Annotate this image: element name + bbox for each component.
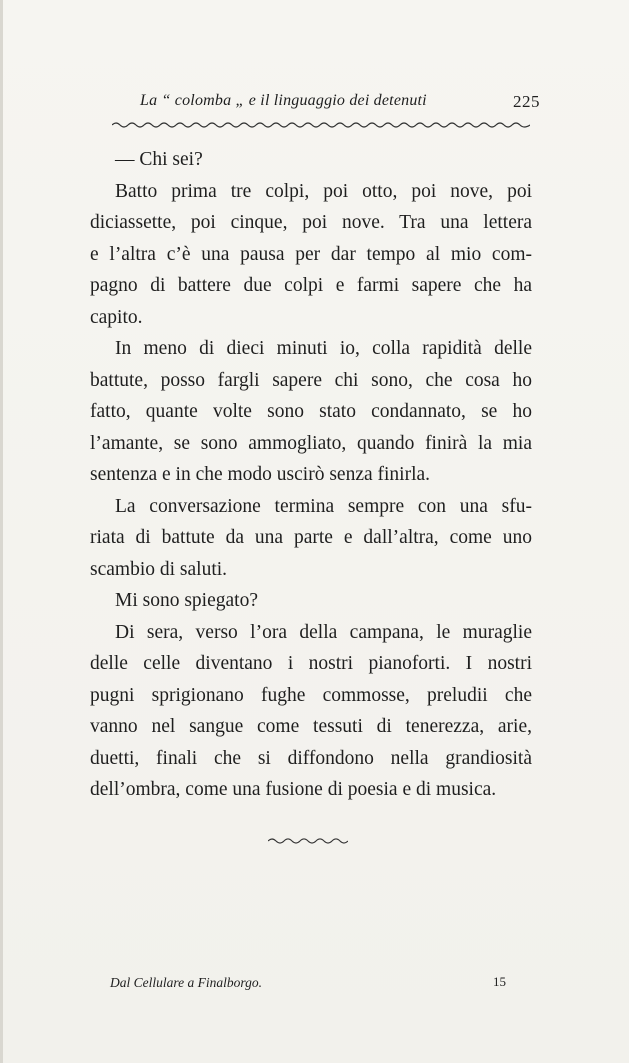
text-line: Di sera, verso l’ora della campana, le muraglie bbox=[115, 621, 532, 643]
text-line: battute, posso fargli sapere chi sono, che cosa ho bbox=[90, 369, 532, 391]
signature-mark: 15 bbox=[493, 974, 506, 989]
text-line: pagno di battere due colpi e farmi sapere che ha bbox=[90, 275, 532, 296]
text-line: scambio di saluti. bbox=[90, 558, 228, 580]
text-line: diciassette, poi cinque, poi nove. Tra una lettera bbox=[90, 212, 532, 233]
text-line: duetti, finali che si diffondono nella grandiosità bbox=[90, 747, 532, 769]
end-ornament bbox=[268, 836, 348, 846]
text-line: In meno di dieci minuti io, colla rapidità delle bbox=[115, 338, 532, 359]
text-line: La conversazione termina sempre con una sfu- bbox=[115, 495, 532, 517]
text-line: e l’altra c’è una pausa per dar tempo al mio com- bbox=[90, 243, 532, 265]
text-line: vanno nel sangue come tessuti di tenerezza, arie, bbox=[90, 716, 532, 737]
text-line: l’amante, se sono ammogliato, quando finirà la mia bbox=[90, 432, 532, 454]
text-line: dell’ombra, come una fusione di poesia e di musica. bbox=[90, 779, 497, 800]
text-line: delle celle diventano i nostri pianoforti. I nostri bbox=[90, 653, 532, 674]
page-left-edge bbox=[0, 0, 3, 1063]
book-title-footer: Dal Cellulare a Finalborgo. bbox=[110, 975, 262, 990]
header-wavy-rule bbox=[112, 120, 530, 130]
text-line: Mi sono spiegato? bbox=[115, 590, 258, 611]
text-line: capito. bbox=[90, 306, 143, 328]
body-text bbox=[90, 144, 532, 806]
text-line: riata di battute da una parte e dall’altra, come uno bbox=[90, 527, 532, 548]
page-number: 225 bbox=[513, 92, 540, 111]
running-title: La “ colomba „ e il linguaggio dei detenuti bbox=[140, 92, 427, 109]
text-line: Batto prima tre colpi, poi otto, poi nove, poi bbox=[115, 180, 532, 202]
text-line: fatto, quante volte sono stato condannato, se ho bbox=[90, 401, 532, 422]
text-line: pugni sprigionano fughe commosse, preludii che bbox=[90, 684, 532, 706]
page-header bbox=[140, 92, 540, 116]
text-line: sentenza e in che modo uscirò senza finirla. bbox=[90, 464, 431, 485]
text-line: — Chi sei? bbox=[115, 149, 203, 170]
